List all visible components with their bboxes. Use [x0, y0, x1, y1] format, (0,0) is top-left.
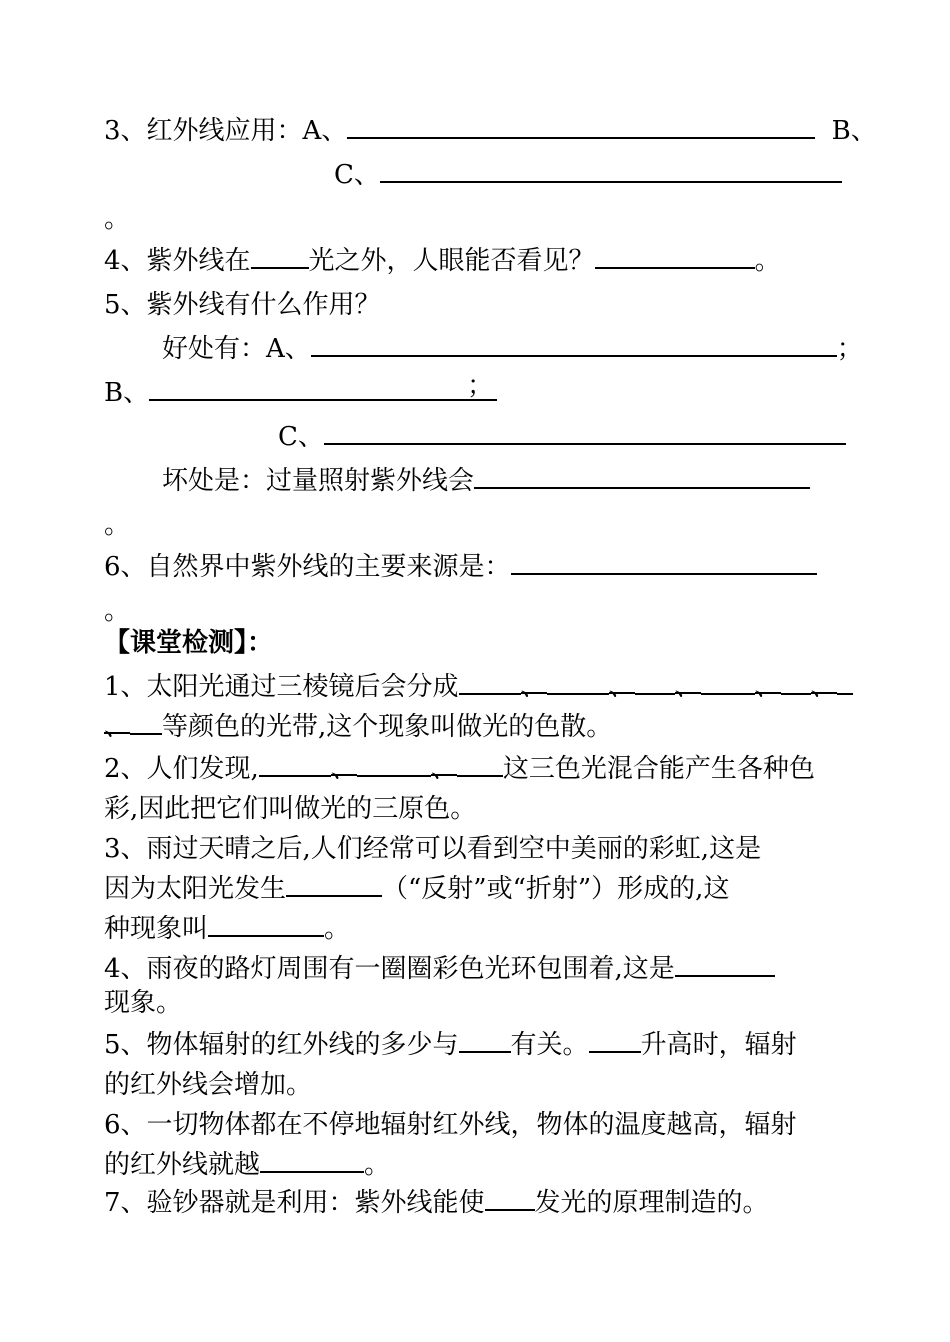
q5-semicolon: ； — [836, 334, 863, 364]
t4-blank[interactable] — [675, 953, 775, 977]
t3-line3-end: 。 — [324, 914, 351, 944]
q3-blank-a[interactable] — [347, 115, 815, 139]
q5-bad-label: 坏处是：过量照射紫外线会 — [162, 466, 475, 496]
q5-c-label: C、 — [278, 422, 324, 452]
q5-b-label: B、 — [104, 378, 150, 408]
q5-c-line — [278, 420, 846, 454]
t2-sep: 、 — [330, 754, 357, 784]
q5-blank-c[interactable] — [324, 421, 846, 445]
q5-b-end: ； — [467, 371, 494, 401]
t1-line1 — [104, 670, 853, 704]
t1-blank-3[interactable] — [635, 671, 675, 695]
q4-blank-2[interactable] — [595, 245, 755, 269]
t2-blank-3[interactable] — [457, 753, 503, 777]
t3-line2 — [104, 872, 729, 906]
t2-line2: 彩,因此把它们叫做光的三原色。 — [104, 794, 477, 824]
q3-b-label: B、 — [831, 116, 877, 146]
t1-sep: 、 — [754, 672, 781, 702]
q5-title: 5、紫外线有什么作用？ — [104, 290, 381, 320]
t1-sep: 、 — [104, 712, 131, 742]
t4-line1 — [104, 952, 775, 986]
t2-sep: 、 — [430, 754, 457, 784]
t7-blank[interactable] — [485, 1187, 535, 1211]
q5-blank-a[interactable] — [311, 333, 837, 357]
t5-line2: 的红外线会增加。 — [104, 1070, 313, 1100]
t1-blank-2[interactable] — [547, 671, 609, 695]
t3-line2-pre: 因为太阳光发生 — [104, 874, 287, 904]
q6-blank[interactable] — [511, 551, 817, 575]
t1-line2-text: 等颜色的光带,这个现象叫做光的色散。 — [162, 712, 613, 742]
t1-sep: 、 — [810, 672, 837, 702]
t1-line2 — [104, 710, 612, 744]
q3-blank-c[interactable] — [380, 159, 842, 183]
t2-blank-2[interactable] — [357, 753, 431, 777]
t5-line1 — [104, 1028, 797, 1062]
t5-post: 升高时，辐射 — [640, 1030, 797, 1060]
t7-post: 发光的原理制造的。 — [534, 1188, 769, 1218]
q4-end: 。 — [754, 246, 781, 276]
q4-blank-1[interactable] — [251, 245, 309, 269]
q5-b-line — [104, 371, 497, 410]
t3-line1: 3、雨过天晴之后,人们经常可以看到空中美丽的彩虹,这是 — [104, 834, 762, 864]
q5-good-line — [162, 332, 863, 366]
q4-pre: 4、紫外线在 — [104, 246, 251, 276]
t5-blank-1[interactable] — [459, 1029, 511, 1053]
t6-line2-pre: 的红外线就越 — [104, 1150, 261, 1180]
q3-c-line — [334, 158, 842, 192]
q3-c-label: C、 — [334, 160, 380, 190]
t7-pre: 7、验钞器就是利用：紫外线能使 — [104, 1188, 485, 1218]
t7-line — [104, 1186, 769, 1220]
q5-good-a-label: 好处有：A、 — [162, 334, 311, 364]
t3-line2-post: （“反射”或“折射”）形成的,这 — [382, 874, 730, 904]
t3-blank-2[interactable] — [208, 913, 324, 937]
t1-sep: 、 — [608, 672, 635, 702]
q4-line — [104, 244, 781, 278]
q6-label: 6、自然界中紫外线的主要来源是： — [104, 552, 511, 582]
t4-line2: 现象。 — [104, 988, 183, 1018]
t2-line1 — [104, 752, 815, 786]
t1-blank-4[interactable] — [701, 671, 755, 695]
t3-blank-1[interactable] — [286, 873, 382, 897]
t1-blank-6[interactable] — [837, 671, 853, 695]
q5-bad-line — [162, 464, 810, 498]
t1-sep: 、 — [520, 672, 547, 702]
t5-pre: 5、物体辐射的红外线的多少与 — [104, 1030, 459, 1060]
q4-mid: 光之外，人眼能否看见？ — [308, 246, 595, 276]
section-title: 【课堂检测】： — [104, 628, 274, 658]
t6-end: 。 — [364, 1150, 391, 1180]
t5-blank-2[interactable] — [589, 1029, 641, 1053]
t3-line3 — [104, 912, 350, 946]
t1-blank-1[interactable] — [459, 671, 521, 695]
t6-line1: 6、一切物体都在不停地辐射红外线，物体的温度越高，辐射 — [104, 1110, 797, 1140]
t1-blank-7[interactable] — [130, 711, 162, 735]
t1-pre: 1、太阳光通过三棱镜后会分成 — [104, 672, 459, 702]
q5-blank-b[interactable] — [149, 371, 497, 401]
q3-end: 。 — [104, 204, 131, 234]
t1-blank-5[interactable] — [781, 671, 811, 695]
q6-end: 。 — [104, 596, 131, 626]
q3-label: 3、红外线应用：A、 — [104, 116, 348, 146]
t4-pre: 4、雨夜的路灯周围有一圈圈彩色光环包围着,这是 — [104, 954, 675, 984]
q6-line — [104, 550, 817, 584]
q5-blank-bad[interactable] — [474, 465, 810, 489]
t3-line3-pre: 种现象叫 — [104, 914, 209, 944]
t5-mid: 有关。 — [510, 1030, 589, 1060]
t1-sep: 、 — [674, 672, 701, 702]
t2-blank-1[interactable] — [259, 753, 331, 777]
t6-line2 — [104, 1148, 390, 1182]
q3-line — [104, 114, 877, 148]
q5-end: 。 — [104, 510, 131, 540]
t6-blank[interactable] — [260, 1149, 364, 1173]
t2-pre: 2、人们发现, — [104, 754, 259, 784]
t2-post: 这三色光混合能产生各种色 — [502, 754, 815, 784]
